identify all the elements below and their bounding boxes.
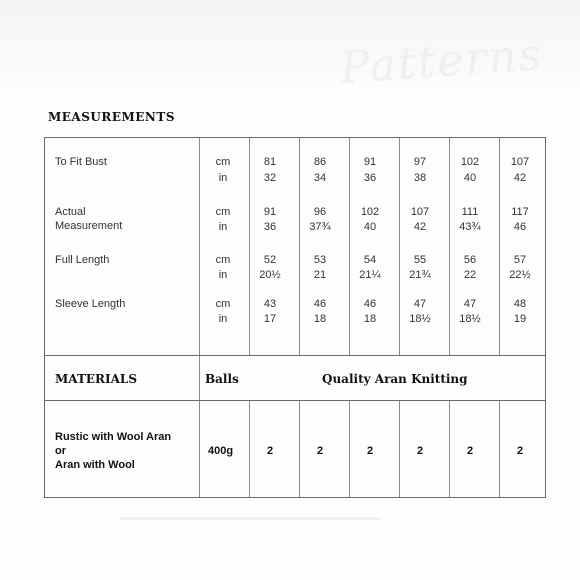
watermark: Patterns [338,28,545,95]
scan-smudge [120,517,380,520]
materials-heading: MATERIALS [55,372,138,386]
value-cell: 107 [510,156,530,168]
value-cell: 57 [513,254,527,266]
value-cell: 55 [413,254,427,266]
value-cell: 36 [363,172,377,184]
unit-in: in [218,221,228,233]
value-cell: 18 [363,313,377,325]
value-cell: 47 [413,298,427,310]
value-cell: 46 [313,298,327,310]
row-label-bust: To Fit Bust [55,156,107,168]
value-cell: 17 [263,313,277,325]
balls-count: 2 [316,445,324,457]
value-cell: 102 [460,156,480,168]
value-cell: 48 [513,298,527,310]
value-cell: 40 [463,172,477,184]
value-cell: 96 [313,206,327,218]
value-cell: 32 [263,172,277,184]
col-divider [199,138,200,497]
value-cell: 43¾ [459,221,481,233]
value-cell: 102 [360,206,380,218]
unit-in: in [218,313,228,325]
value-cell: 117 [511,206,529,218]
unit-cm: cm [215,254,231,266]
value-cell: 86 [313,156,327,168]
value-cell: 21¼ [359,269,381,281]
row-divider [45,400,545,401]
value-cell: 22 [463,269,477,281]
yarn-weight: 400g [208,445,234,457]
value-cell: 52 [263,254,277,266]
value-cell: 18 [313,313,327,325]
balls-count: 2 [266,445,274,457]
balls-count: 2 [366,445,374,457]
quality-header: Quality Aran Knitting [322,372,468,386]
value-cell: 111 [461,206,479,218]
balls-header: Balls [205,372,239,386]
value-cell: 54 [363,254,377,266]
row-label-actual: Actual Measurement [55,206,123,232]
value-cell: 21¾ [409,269,431,281]
unit-in: in [218,172,228,184]
value-cell: 107 [410,206,430,218]
value-cell: 38 [413,172,427,184]
unit-cm: cm [215,156,231,168]
row-divider [45,355,545,356]
value-cell: 21 [313,269,327,281]
balls-count: 2 [516,445,524,457]
value-cell: 20½ [259,269,281,281]
value-cell: 46 [363,298,377,310]
unit-cm: cm [215,298,231,310]
value-cell: 91 [363,156,377,168]
value-cell: 91 [263,206,277,218]
yarn-label: Rustic with Wool Aran or Aran with Wool [55,431,172,471]
value-cell: 56 [463,254,477,266]
value-cell: 22½ [509,269,531,281]
value-cell: 19 [513,313,527,325]
row-label-sleeve: Sleeve Length [55,298,126,310]
value-cell: 36 [263,221,277,233]
unit-in: in [218,269,228,281]
balls-count: 2 [416,445,424,457]
balls-count: 2 [466,445,474,457]
row-label-length: Full Length [55,254,110,266]
unit-cm: cm [215,206,231,218]
value-cell: 53 [313,254,327,266]
measurements-heading: MEASUREMENTS [48,110,175,124]
value-cell: 18½ [409,313,431,325]
value-cell: 81 [263,156,277,168]
value-cell: 40 [363,221,377,233]
value-cell: 46 [513,221,527,233]
value-cell: 97 [413,156,427,168]
value-cell: 42 [413,221,427,233]
value-cell: 47 [463,298,477,310]
value-cell: 34 [313,172,327,184]
value-cell: 18½ [459,313,481,325]
value-cell: 43 [263,298,277,310]
value-cell: 42 [513,172,527,184]
value-cell: 37¾ [309,221,331,233]
